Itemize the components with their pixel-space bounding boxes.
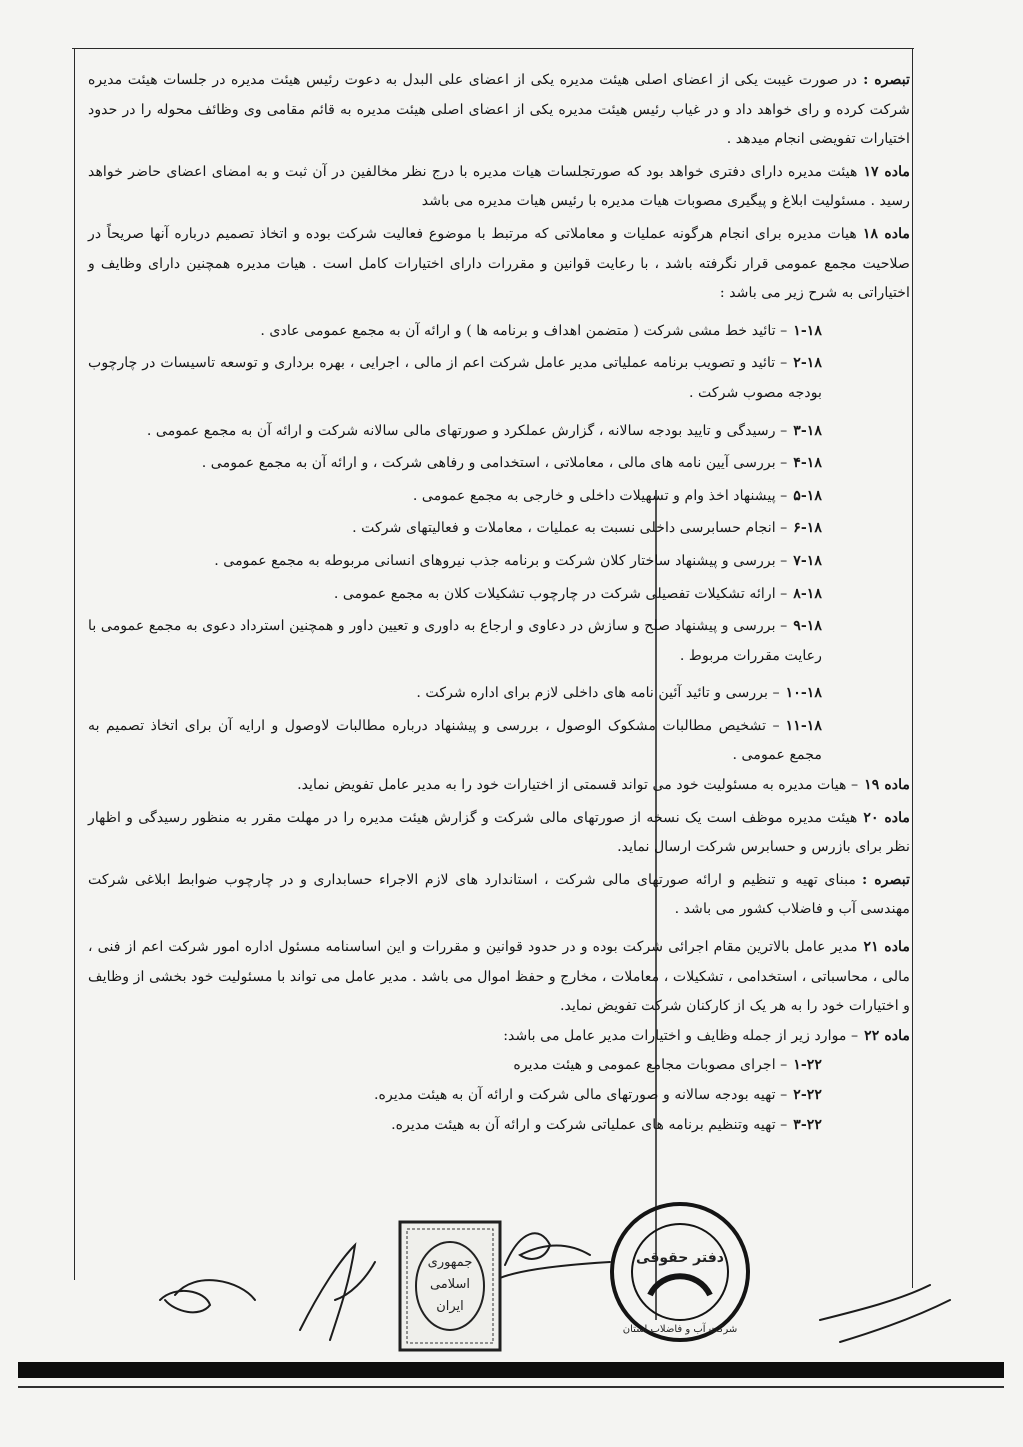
item-text: – انجام حسابرسی داخلی نسبت به عملیات ، معاملات و فعالیتهای شرکت . (352, 520, 788, 537)
item-text: در صورت غیبت یکی از اعضای اصلی هیئت مدیره یکی از اعضای علی البدل به دعوت رئیس هیئت مدیره در جلسات هیئت مدیره شرکت کرده و رای خواهد داد و در غیاب رئیس هیئت مدیره یکی از اعضای اصلی هیئت مدیره به قائم مقامی وی وظائف محوله را در حدود اختیارات تفویضی انجام میدهد . (88, 72, 910, 148)
item-text: – هیات مدیره به مسئولیت خود می تواند قسمتی از اختیارات خود را به مدیر عامل تفویض نماید. (297, 777, 859, 794)
item-label: ۴-۱۸ (793, 455, 822, 472)
item-text: – بررسی و پیشنهاد صلح و سازش در دعاوی و ارجاع به داوری و تعیین داور و همچنین استرداد دعوی به مجمع عمومی با رعایت مقررات مربوط . (88, 618, 822, 664)
item-label: ماده ۲۰ (863, 809, 910, 826)
round-seal-ring-text: شرکت آب و فاضلاب استان (622, 1324, 738, 1335)
item-label: ۸-۱۸ (793, 585, 822, 602)
item-text: – اجرای مصوبات مجامع عمومی و هیئت مدیره (513, 1057, 788, 1074)
item-text: – رسیدگی و تایید بودجه سالانه ، گزارش عملکرد و صورتهای مالی سالانه شرکت و ارائه آن به مجمع عمومی . (146, 422, 788, 439)
item-label: ۷-۱۸ (793, 552, 822, 569)
scan-bottom-border-thin (18, 1386, 1004, 1388)
item-text: – بررسی و تائید آئین نامه های داخلی لازم برای اداره شرکت . (416, 685, 780, 702)
item-label: ۱۰-۱۸ (785, 685, 822, 702)
item-text: – تهیه بودجه سالانه و صورتهای مالی شرکت و ارائه آن به هیئت مدیره. (374, 1087, 788, 1103)
item-label: ماده ۱۹ (864, 777, 910, 794)
item-text: – تشخیص مطالبات مشکوک الوصول ، بررسی و پیشنهاد درباره مطالبات لاوصول و ارایه آن برای اتخاذ تصمیم به مجمع عمومی . (88, 717, 822, 764)
revenue-stamp-line-3: ایران (436, 1299, 464, 1314)
item-label: ماده ۱۷ (863, 163, 910, 180)
round-seal-center-text: دفتر حقوقی (636, 1250, 724, 1266)
item-text: – تائید و تصویب برنامه عملیاتی مدیر عامل شرکت اعم از مالی ، اجرایی ، بهره برداری و توسعه تاسیسات در چارچوب بودجه مصوب شرکت . (88, 355, 822, 401)
item-text: هیئت مدیره دارای دفتری خواهد بود که صورتجلسات هیات مدیره با درج نظر مخالفین در آن ثبت و به امضای اعضای حاضر خواهد رسید . مسئولیت ابلاغ و پیگیری مصوبات هیات مدیره با رئیس هیات مدیره می باشد (88, 163, 910, 210)
scan-bottom-border (18, 1362, 1004, 1378)
item-label: ماده ۱۸ (862, 225, 910, 242)
revenue-stamp (400, 1222, 500, 1350)
item-label: ۱-۱۸ (793, 322, 822, 339)
item-text: – موارد زیر از جمله وظایف و اختیارات مدیر عامل می باشد: (503, 1027, 859, 1044)
item-text: مبنای تهیه و تنظیم و ارائه صورتهای مالی شرکت ، استاندارد های لازم الاجراء حسابداری و در چارچوب ضوابط ابلاغی شرکت مهندسی آب و فاضلاب کشور می باشد . (88, 871, 910, 918)
revenue-stamp-line-1: جمهوری (427, 1255, 473, 1270)
item-label: ۶-۱۸ (793, 520, 822, 537)
item-label: ۲-۲۲ (793, 1087, 822, 1103)
item-text: مدیر عامل بالاترین مقام اجرائی شرکت بوده و در حدود قوانین و مقررات و این اساسنامه مسئول اداره امور شرکت اعم از فنی ، مالی ، محاسباتی ، استخدامی ، تشکیلات ، معاملات ، مخارج و حفظ اموال می باشد . مدیر عامل می تواند با مسئولیت خود بخشی از وظایف و اختیارات خود را به هر یک از کارکنان شرکت تفویض نماید. (88, 939, 910, 1015)
item-label: تبصره : (861, 871, 910, 888)
item-label: ۲-۱۸ (793, 355, 822, 372)
item-text: – تائید خط مشی شرکت ( متضمن اهداف و برنامه ها ) و ارائه آن به مجمع عمومی عادی . (260, 322, 788, 339)
item-label: ۱۱-۱۸ (785, 717, 822, 734)
item-text: – بررسی آیین نامه های مالی ، معاملاتی ، استخدامی و رفاهی شرکت ، و ارائه آن به مجمع عمومی . (201, 455, 788, 472)
item-label: ۳-۱۸ (793, 422, 822, 439)
revenue-stamp-line-2: اسلامی (429, 1277, 471, 1292)
item-label: ۹-۱۸ (793, 618, 822, 635)
item-text: – پیشنهاد اخذ وام و تسهیلات داخلی و خارجی به مجمع عمومی . (412, 487, 788, 504)
item-text: – بررسی و پیشنهاد ساختار کلان شرکت و برنامه جذب نیروهای انسانی مربوطه به مجمع عمومی . (214, 552, 788, 569)
item-label: ماده ۲۲ (864, 1027, 910, 1044)
item-text: – ارائه تشکیلات تفصیلی شرکت در چارچوب تشکیلات کلان به مجمع عمومی . (333, 585, 788, 602)
item-label: ماده ۲۱ (863, 939, 910, 956)
round-seal (612, 1204, 748, 1340)
item-label: ۳-۲۲ (793, 1116, 822, 1133)
item-text: هیئت مدیره موظف است یک نسخه از صورتهای مالی شرکت و گزارش هیئت مدیره را در مهلت مقرر به منظور رسیدگی و اظهار نظر برای بازرس و حسابرس شرکت ارسال نماید. (88, 809, 910, 856)
item-text: – تهیه وتنظیم برنامه های عملیاتی شرکت و ارائه آن به هیئت مدیره. (391, 1116, 788, 1133)
item-label: ۱-۲۲ (793, 1057, 822, 1074)
item-text: هیات مدیره برای انجام هرگونه عملیات و معاملاتی که مرتبط با موضوع فعالیت شرکت بوده و اتخاذ تصمیم درباره آنها صریحاً در صلاحیت مجمع عمومی قرار نگرفته باشد ، با رعایت قوانین و مقررات دارای اختیارات کامل است . هیات مدیره همچنین دارای وظایف و اختیاراتی به شرح زیر می باشد : (88, 225, 910, 302)
handwritten-signatures (160, 1233, 950, 1342)
item-label: ۵-۱۸ (793, 487, 822, 504)
item-label: تبصره : (863, 72, 910, 88)
